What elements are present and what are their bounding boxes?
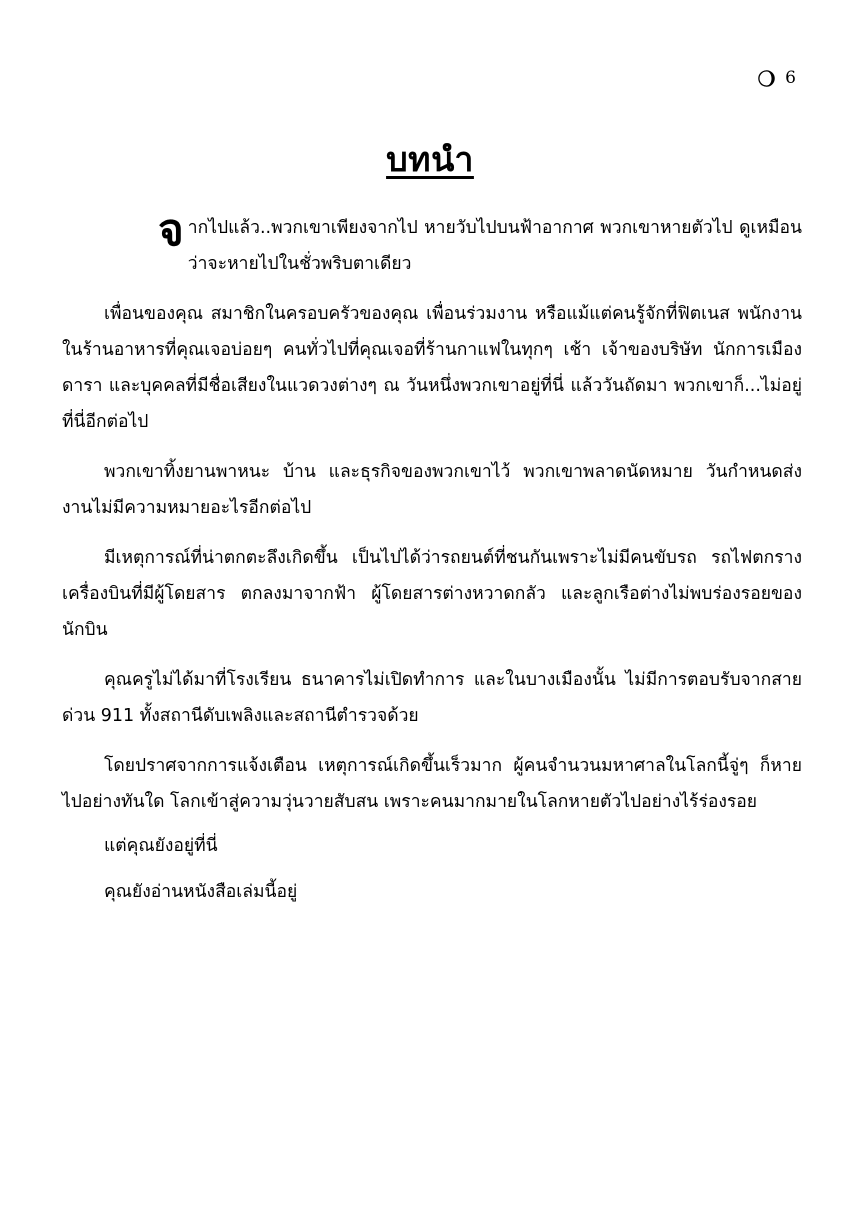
paragraph: โดยปราศจากการแจ้งเตือน เหตุการณ์เกิดขึ้นเร็วมาก ผู้คนจำนวนมหาศาลในโลกนี้จู่ๆ ก็หายไปอย่างทันใด โลกเข้าสู่ความวุ่นวายสับสน เพราะคนมากมายในโลกหายตัวไปอย่างไร้ร่องรอย xyxy=(62,756,802,812)
page-title xyxy=(0,132,860,186)
paragraph-first xyxy=(62,205,802,282)
paragraph-short: แต่คุณยังอยู่ที่นี่ xyxy=(104,836,218,856)
page-title-text: บทนำ xyxy=(386,140,474,180)
paragraph: พวกเขาทิ้งยานพาหนะ บ้าน และธุรกิจของพวกเขาไว้ พวกเขาพลาดนัดหมาย วันกำหนดส่งงานไม่มีความหมายอะไรอีกต่อไป xyxy=(62,462,802,518)
paragraph: เพื่อนของคุณ สมาชิกในครอบครัวของคุณ เพื่อนร่วมงาน หรือแม้แต่คนรู้จักที่ฟิตเนส พนักงานในร้านอาหารที่คุณเจอบ่อยๆ คนทั่วไปที่คุณเจอที่ร้านกาแฟในทุกๆ เช้า เจ้าของบริษัท นักการเมือง ดารา และบุคคลที่มีชื่อเสียงในแวดวงต่างๆ ณ วันหนึ่งพวกเขาอยู่ที่นี่ แล้ววันถัดมา พวกเขาก็...ไม่อยู่ที่นี่อีกต่อไป xyxy=(62,304,802,432)
page-header xyxy=(758,70,796,87)
paragraph-short: คุณยังอ่านหนังสือเล่มนี้อยู่ xyxy=(104,882,298,902)
paragraph: มีเหตุการณ์ที่น่าตกตะลึงเกิดขึ้น เป็นไปได้ว่ารถยนต์ที่ชนกันเพราะไม่มีคนขับรถ รถไฟตกราง เครื่องบินที่มีผู้โดยสาร ตกลงมาจากฟ้า ผู้โดยสารต่างหวาดกลัว และลูกเรือต่างไม่พบร่องรอยของนักบิน xyxy=(62,548,802,640)
paragraph-first-text: ากไปแล้ว..พวกเขาเพียงจากไป หายวับไปบนฟ้าอากาศ พวกเขาหายตัวไป ดูเหมือนว่าจะหายไปในชั่วพริบตาเดียว xyxy=(187,218,802,274)
paragraph: คุณครูไม่ได้มาที่โรงเรียน ธนาคารไม่เปิดทำการ และในบางเมืองนั้น ไม่มีการตอบรับจากสายด่วน 911 ทั้งสถานีดับเพลิงและสถานีตำรวจด้วย xyxy=(62,670,802,726)
moon-phase-icon xyxy=(758,70,775,87)
drop-cap: จ xyxy=(158,205,184,256)
page-number: 6 xyxy=(785,68,796,88)
document-body xyxy=(62,205,802,920)
